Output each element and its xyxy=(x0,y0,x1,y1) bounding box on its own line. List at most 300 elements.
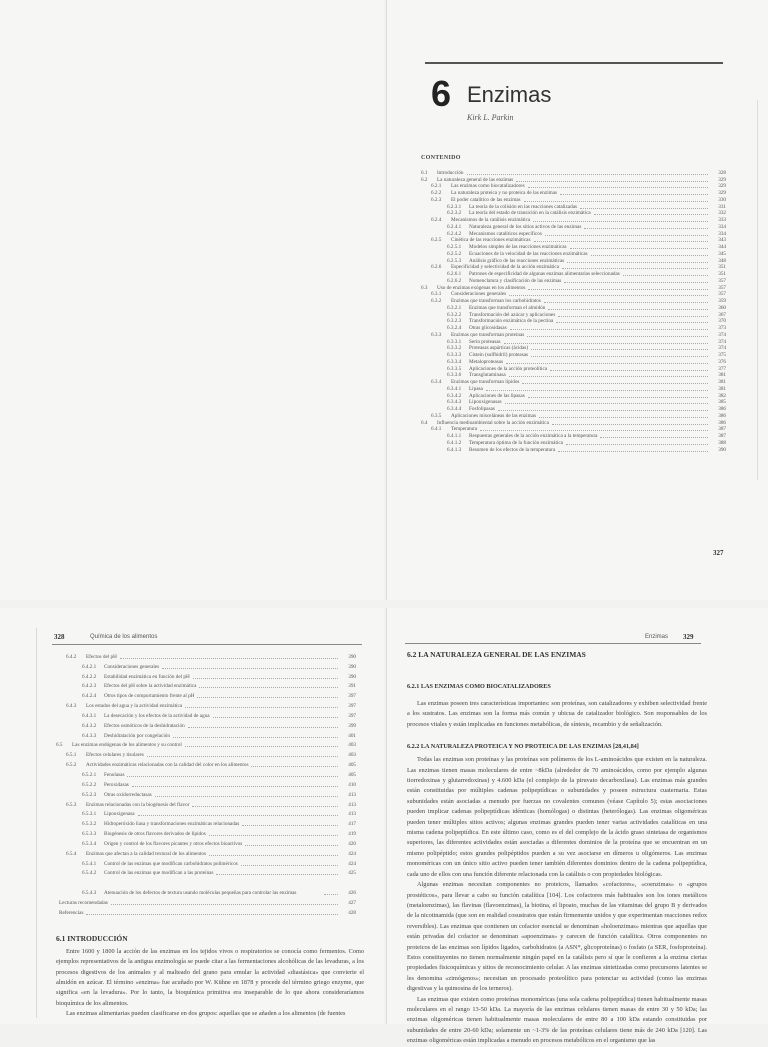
toc-page: 387 xyxy=(718,426,726,433)
toc-leader xyxy=(193,678,338,679)
toc-title: Metaloproteasas xyxy=(469,358,503,365)
toc-leader xyxy=(216,874,338,875)
toc-page: 405 xyxy=(348,762,356,769)
toc-leader xyxy=(548,309,708,310)
toc-entry xyxy=(56,876,356,896)
toc-entry xyxy=(56,758,356,768)
toc-title: Referencias xyxy=(59,909,84,916)
paragraph: Las enzimas alimentarias pueden clasificarse en dos grupos: aquellas que se añaden a los alimentos (de fuentes xyxy=(66,1010,346,1018)
toc-leader xyxy=(192,806,338,807)
toc-title: Enzimas que transforman el almidón xyxy=(469,304,546,311)
toc-leader xyxy=(241,865,338,866)
toc-title: Lipooxigenasas xyxy=(469,399,502,406)
toc-number: 6.3.3.6 xyxy=(447,372,462,379)
toc-number: 6.2.6.2 xyxy=(447,277,462,284)
toc-number: 6.2.5.3 xyxy=(447,257,462,264)
toc-title: Transformación enzimática de la pectina xyxy=(469,318,554,325)
toc-leader xyxy=(505,403,708,404)
header-rule xyxy=(425,62,723,64)
toc-entry xyxy=(421,419,726,426)
toc-number: 6.2.6.1 xyxy=(447,271,462,277)
toc-entry xyxy=(421,405,726,412)
toc-entry xyxy=(421,183,726,190)
toc-number: 6.2.4.1 xyxy=(447,223,462,230)
toc-number: 6.2.3.2 xyxy=(447,210,462,217)
toc-number: 6.5.4.1 xyxy=(82,860,97,867)
toc-page: 390 xyxy=(718,446,726,453)
toc-title: Hidroperóxido liasa y transformaciones enzimáticas relacionadas xyxy=(104,821,240,828)
page-329 xyxy=(386,608,768,1045)
toc-entry xyxy=(56,817,356,827)
paragraph: Entre 1600 y 1800 la acción de las enzimas en los tejidos vivos o respiratorios se conocía como fermentos. Como ejemplos representativos de la antigua enzimología se puede citar a las fermentaciones alcohólicas de las levaduras, a los procesos digestivos de los animales y al malteado del grano para emular la actividad «diastásica» que convierte el almidón en azúcar. El término «enzima» fue acuñado por W. Kühne en 1878 y procede del término griego enzyme, que significa «en la levadura». Por lo tanto, la bioquímica primitiva era inseparable de lo que ahora consideraríamos bioquímica de los alimentos. xyxy=(56,947,364,1007)
toc-leader xyxy=(147,756,338,757)
toc-entry xyxy=(421,291,726,298)
toc-entry xyxy=(421,385,726,392)
toc-title: Biogénesis de otros flavores derivados de lípidos xyxy=(104,831,206,838)
toc-entry xyxy=(421,399,726,406)
toc-number: 6.4.2.1 xyxy=(82,663,97,670)
toc-title: Enzimas que transforman lípidos xyxy=(451,379,520,385)
toc-entry xyxy=(421,426,726,433)
toc-page: 397 xyxy=(348,712,356,719)
toc-entry xyxy=(421,358,726,365)
toc-leader xyxy=(242,825,338,826)
toc-page: 419 xyxy=(348,831,356,838)
subsection-heading: 6.2.1 LAS ENZIMAS COMO BIOCATALIZADORES xyxy=(407,683,551,690)
toc-number: 6.3.4.2 xyxy=(447,392,462,399)
toc-entry xyxy=(421,338,726,345)
toc-leader xyxy=(209,835,338,836)
header-rule xyxy=(405,643,701,644)
toc-number: 6.5.3 xyxy=(66,801,77,808)
toc-entry xyxy=(421,432,726,439)
toc-entry xyxy=(56,906,356,916)
toc-entry xyxy=(56,660,356,670)
toc-entry xyxy=(56,680,356,690)
toc-number: 6.4.1.2 xyxy=(447,439,462,446)
toc-number: 6.2.5 xyxy=(431,237,442,244)
toc-entry xyxy=(421,257,726,264)
toc-page: 387 xyxy=(718,433,726,439)
toc-title: Actividades enzimáticas relacionadas con la calidad del color en los alimentos xyxy=(86,762,249,769)
toc-leader xyxy=(531,356,708,357)
toc-leader xyxy=(132,786,338,787)
toc-page: 381 xyxy=(718,372,726,379)
toc-page: 351 xyxy=(718,264,726,271)
toc-entry xyxy=(421,284,726,291)
toc-title: Uso de enzimas exógenas en los alimentos xyxy=(437,284,526,291)
toc-title: Transformación del azúcar y aplicaciones xyxy=(469,311,556,318)
toc-page: 334 xyxy=(718,223,726,230)
toc-entry xyxy=(421,345,726,352)
toc-page: 426 xyxy=(348,890,356,897)
toc-entry xyxy=(421,372,726,379)
toc-page: 345 xyxy=(718,250,726,257)
toc-leader xyxy=(570,248,708,249)
toc-entry xyxy=(421,243,726,250)
toc-leader xyxy=(504,343,708,344)
toc-number: 6.3.3.5 xyxy=(447,365,462,372)
toc-title: Respuestas generales de la acción enzimática a la temperatura xyxy=(469,433,598,439)
toc-leader xyxy=(251,766,338,767)
toc-title: Control de las enzimas que modifican a las proteínas xyxy=(104,870,214,877)
toc-leader xyxy=(324,894,338,895)
toc-page: 376 xyxy=(718,358,726,365)
toc-title: Lecturas recomendadas xyxy=(59,899,108,906)
toc-page: 373 xyxy=(718,325,726,331)
toc-page: 417 xyxy=(348,821,356,828)
toc-page: 328 xyxy=(718,169,726,176)
toc-entry xyxy=(56,837,356,847)
chapter-number: 6 xyxy=(431,73,452,114)
toc-number: 6.3.2.2 xyxy=(447,311,462,318)
toc-entry xyxy=(56,778,356,788)
toc-leader xyxy=(188,727,338,728)
toc-title: La naturaleza general de las enzimas xyxy=(437,176,514,183)
toc-page: 331 xyxy=(718,203,726,210)
toc-number: 6.2.1 xyxy=(431,183,442,190)
running-title: Enzimas xyxy=(645,634,669,640)
toc-page: 401 xyxy=(348,732,356,739)
toc-number: 6.4.1 xyxy=(431,426,442,433)
toc-title: Aplicaciones de la acción proteolítica xyxy=(469,365,548,372)
toc-leader xyxy=(580,208,708,209)
toc-title: Efectos del pH xyxy=(86,653,117,660)
toc-leader xyxy=(562,268,708,269)
toc-leader xyxy=(480,430,708,431)
toc-title: Aplicaciones misceláneas de las enzimas xyxy=(451,412,536,419)
toc-entry xyxy=(421,439,726,446)
toc-title: Análisis gráfico de las reacciones enzimáticas xyxy=(469,257,565,264)
toc-page: 329 xyxy=(718,190,726,196)
toc-entry xyxy=(421,412,726,419)
toc-number: 6.2.2 xyxy=(431,190,442,196)
toc-page: 359 xyxy=(718,298,726,304)
toc-leader xyxy=(524,201,708,202)
toc-leader xyxy=(560,194,708,195)
toc-leader xyxy=(467,174,708,175)
toc-title: Especificidad y selectividad de la acción enzimática xyxy=(451,264,560,271)
toc-entry xyxy=(56,739,356,749)
toc-title: Origen y control de los flavores picantes y otros efectos bioactivos xyxy=(104,840,243,847)
toc-leader xyxy=(498,410,708,411)
toc-page: 370 xyxy=(718,318,726,325)
toc-page: 381 xyxy=(718,385,726,392)
toc-number: 6.4.1.1 xyxy=(447,433,462,439)
toc-title: Efectos celulares y tisulares xyxy=(86,752,144,759)
toc-number: 6.3.2.4 xyxy=(447,325,462,331)
toc-leader xyxy=(510,329,708,330)
toc-leader xyxy=(173,737,338,738)
toc-page: 390 xyxy=(348,673,356,680)
toc-page: 427 xyxy=(348,899,356,906)
toc-title: Temperatura óptima de la función enzimática xyxy=(469,439,563,446)
toc-title: La naturaleza proteica y no proteica de las enzimas xyxy=(451,190,558,196)
toc-number: 6.3.2.1 xyxy=(447,304,462,311)
toc-page: 405 xyxy=(348,771,356,778)
toc-entry xyxy=(421,189,726,196)
toc-page: 382 xyxy=(718,392,726,399)
toc-number: 6.5.3.4 xyxy=(82,840,97,847)
toc-page: 357 xyxy=(718,291,726,298)
toc-entry xyxy=(56,827,356,837)
toc-title: Temperatura xyxy=(451,426,478,433)
toc-title: Efectos del pH sobre la actividad enzimática xyxy=(104,683,197,690)
toc-page: 329 xyxy=(718,176,726,183)
toc-leader xyxy=(527,336,708,337)
toc-leader xyxy=(127,776,338,777)
toc-page: 375 xyxy=(718,352,726,358)
toc-entry xyxy=(421,223,726,230)
toc-number: 6.5.4 xyxy=(66,850,77,857)
toc-leader xyxy=(213,717,338,718)
toc-page: 360 xyxy=(718,304,726,311)
page-number: 328 xyxy=(54,633,65,641)
toc-page: 413 xyxy=(348,811,356,818)
toc-number: 6.2 xyxy=(421,176,428,183)
toc-entry xyxy=(56,729,356,739)
toc-page: 344 xyxy=(718,244,726,250)
toc-title: Efectos osmóticos de la deshidratación xyxy=(104,722,185,729)
toc-page: 410 xyxy=(348,781,356,788)
toc-leader xyxy=(528,397,708,398)
toc-entry xyxy=(421,392,726,399)
toc-leader xyxy=(199,687,338,688)
toc-number: 6.3.4.4 xyxy=(447,406,462,412)
toc-entry xyxy=(421,304,726,311)
toc-entry xyxy=(421,216,726,223)
toc-entry xyxy=(421,176,726,183)
toc-number: 6.4.1.3 xyxy=(447,446,462,453)
toc-entry xyxy=(421,311,726,318)
toc-title: Los estados del agua y la actividad enzimática xyxy=(86,703,183,710)
toc-entry xyxy=(56,788,356,798)
toc-page: 374 xyxy=(718,345,726,352)
toc-number: 6.2.3.1 xyxy=(447,203,462,210)
paragraph: Todas las enzimas son proteínas y las proteínas son polímeros de los L-aminoácidos que existen en la naturaleza. Las enzimas tienen masas moleculares de entre ~8kDa (alrededor de 70 aminoácidos, como por ejemplo algunas tiorredoxinas y glutarredoxinas) y 4.600 kDa (el complejo de la piruvato decarboxilasa). Las enzimas más grandes están constituidas por múltiples cadenas polipeptídicas o subunidades y poseen estructura cuaternaria. Estas subunidades están asociadas a menudo por fuerzas no covalentes comunes (véase Capítulo 5); estas asociaciones pueden implicar cadenas polipeptídicas idénticas (homólogas) o distintas (heterólogas). Las enzimas oligoméricas pueden tener múltiples sitios activos; algunas enzimas grandes pueden tener varias actividades catalíticas en una misma cadena polipeptídica. En este último caso, como es el del complejo de la ácido graso sintetasa de organismos superiores, las diferentes actividades están asociadas a diferentes dominios de la proteína que se encuentran en un mismo polipéptido; estos grandes polipéptidos pueden a su vez asociarse en dímeros u oligómeros. Las enzimas monoméricas con un único sitio activo pueden tener también diferentes dominios dentro de la cadena polipeptídica, cada uno de ellos con una función diferente relacionada con la catálisis o con propiedades biológicas. xyxy=(407,756,707,878)
page-327 xyxy=(386,0,768,600)
toc-leader xyxy=(197,697,338,698)
toc-title: Naturaleza general de los sitios activos de las enzimas xyxy=(469,223,582,230)
section-heading: 6.1 INTRODUCCIÓN xyxy=(56,933,128,943)
toc-entry xyxy=(421,210,726,217)
toc-leader xyxy=(162,668,338,669)
toc-title: La teoría de la colisión en las reacciones catalizadas xyxy=(469,203,578,210)
toc-leader xyxy=(209,855,338,856)
toc-leader xyxy=(245,845,338,846)
toc-entry xyxy=(421,446,726,453)
page-number: 327 xyxy=(713,549,724,557)
toc-title: Influencia medioambiental sobre la acción enzimática xyxy=(437,419,549,426)
toc-entry xyxy=(421,297,726,304)
toc-title: Transglutaminasa xyxy=(469,372,506,379)
toc-number: 6.2.5.2 xyxy=(447,250,462,257)
toc-number: 6.3.4.3 xyxy=(447,399,462,406)
toc-title: Las enzimas como biocatalizadores xyxy=(451,183,525,190)
toc-leader xyxy=(539,417,708,418)
toc-title: Enzimas relacionadas con la biogénesis del flavor xyxy=(86,801,190,808)
toc-entry xyxy=(56,709,356,719)
toc-leader xyxy=(564,282,708,283)
scan-edge xyxy=(36,628,37,1018)
toc-number: 6.2.6 xyxy=(431,264,442,271)
toc-title: Consideraciones generales xyxy=(104,663,160,670)
toc-title: Lipasa xyxy=(469,385,483,392)
toc-page: 357 xyxy=(718,284,726,291)
toc-leader xyxy=(528,289,708,290)
table-of-contents xyxy=(421,169,726,453)
toc-leader xyxy=(185,746,338,747)
toc-number: 6.3.1 xyxy=(431,291,442,298)
toc-entry xyxy=(421,365,726,372)
toc-title: La teoría del estado de transición en la catálisis enzimática xyxy=(469,210,591,217)
toc-leader xyxy=(138,815,338,816)
header-rule xyxy=(52,644,362,645)
toc-leader xyxy=(594,214,708,215)
toc-leader xyxy=(566,444,708,445)
toc-leader xyxy=(623,275,708,276)
toc-title: Aplicaciones de las lipasas xyxy=(469,392,525,399)
toc-number: 6.2.3 xyxy=(431,196,442,203)
page-328 xyxy=(0,608,384,1024)
toc-number: 6.2.4.2 xyxy=(447,230,462,237)
toc-entry xyxy=(421,378,726,385)
toc-number: 6.4.2.4 xyxy=(82,693,97,700)
toc-entry xyxy=(421,324,726,331)
toc-title: Cinética de las reacciones enzimáticas xyxy=(451,237,531,244)
toc-entry xyxy=(421,203,726,210)
toc-title: Peroxidasas xyxy=(104,781,129,788)
toc-page: 386 xyxy=(718,406,726,412)
toc-leader xyxy=(528,187,708,188)
toc-leader xyxy=(509,376,708,377)
toc-page: 413 xyxy=(348,801,356,808)
toc-entry xyxy=(56,689,356,699)
toc-entry xyxy=(421,331,726,338)
toc-leader xyxy=(522,383,708,384)
toc-page: 357 xyxy=(718,277,726,284)
toc-title: Las enzimas endógenas de los alimentos y su control xyxy=(72,742,182,749)
running-title: Química de los alimentos xyxy=(90,634,158,640)
toc-number: 6.5.3.2 xyxy=(82,821,97,828)
toc-title: Mecanismos de la catálisis enzimática xyxy=(451,217,531,223)
toc-page: 386 xyxy=(718,412,726,419)
toc-entry xyxy=(56,719,356,729)
toc-page: 374 xyxy=(718,338,726,345)
toc-entry xyxy=(56,798,356,808)
paragraph: Algunas enzimas necesitan componentes no proteicos, llamados «cofactores», «coenzimas» o «grupos prostéticos», para llevar a cabo su función catalítica [104]. Los cofactores más habituales son los iones metálicos (metaloenzimas), las flavinas (flavoenzimas), la biotina, el lipoato, muchas de las vitaminas del grupo B y derivados de la nicotinamida (que son en realidad cosustratos que están firmemente unidos y que experimentan reacciones redox reversibles). Las enzimas que contienen un cofactor esencial se denominan «holoenzimas» mientras que aquellas que están privadas del cofactor se denominan «apoenzimas» y carecen de función catalítica. Otros componentes no proteicos de las enzimas son lípidos ligados, carbohidratos (a ASN*, glicoproteínas) o fosfato (a SER, fosfoproteína). Estos constituyentes no tienen normalmente ningún papel en la catálisis pero sí que le confieren a la enzima ciertas propiedades fisicoquímicas y sitios de reconocimiento celular. A las enzimas sintetizadas como precursores latentes se les denomina «zimógenos»; necesitan un procesado proteolítico para potenciar su actividad (como las enzimas digestivas y la quimosina de los terneros). xyxy=(407,881,707,993)
toc-entry xyxy=(421,169,726,176)
toc-page: 348 xyxy=(718,257,726,264)
toc-leader xyxy=(86,914,338,915)
toc-number: 6.4.3.1 xyxy=(82,712,97,719)
toc-leader xyxy=(486,390,708,391)
toc-page: 424 xyxy=(348,860,356,867)
toc-leader xyxy=(591,255,708,256)
toc-number: 6.3.3.1 xyxy=(447,338,462,345)
toc-title: La desecación y los efectos de la actividad de agua xyxy=(104,712,210,719)
toc-leader xyxy=(550,370,708,371)
toc-title: Atenuación de los defectos de textura usando moléculas pequeñas para controlar las enzimas xyxy=(104,890,297,897)
toc-title: Otros tipos de comportamiento frente al pH xyxy=(104,693,195,700)
table-of-contents xyxy=(56,650,356,916)
toc-page: 425 xyxy=(348,870,356,877)
toc-entry xyxy=(56,670,356,680)
toc-number: 6.3.4 xyxy=(431,379,442,385)
toc-number: 6.3.2.3 xyxy=(447,318,462,325)
toc-entry xyxy=(56,847,356,857)
scan-edge xyxy=(757,100,758,480)
toc-number: 6.3.3.3 xyxy=(447,352,462,358)
toc-title: Control de las enzimas que modifican carbohidratos poliméricos xyxy=(104,860,238,867)
toc-entry xyxy=(421,277,726,284)
toc-leader xyxy=(558,451,708,452)
toc-leader xyxy=(509,295,708,296)
toc-number: 6.3.4.1 xyxy=(447,385,462,392)
toc-number: 6.4.3.3 xyxy=(82,732,97,739)
toc-page: 381 xyxy=(718,379,726,385)
toc-number: 6.4.2.3 xyxy=(82,683,97,690)
toc-page: 388 xyxy=(718,439,726,446)
toc-leader xyxy=(545,235,708,236)
subsection-heading: 6.2.2 LA NATURALEZA PROTEICA Y NO PROTEICA DE LAS ENZIMAS [28,41,84] xyxy=(407,743,639,751)
toc-number: 6.5 xyxy=(56,742,63,749)
toc-page: 403 xyxy=(348,742,356,749)
toc-leader xyxy=(516,181,708,182)
toc-number: 6.4 xyxy=(421,419,428,426)
toc-entry xyxy=(56,867,356,877)
page-number: 329 xyxy=(683,633,694,641)
toc-title: Otras glicosidasas xyxy=(469,325,507,331)
toc-entry xyxy=(421,264,726,271)
toc-leader xyxy=(558,316,708,317)
toc-number: 6.5.1 xyxy=(66,752,77,759)
toc-page: 334 xyxy=(718,230,726,237)
toc-leader xyxy=(534,241,708,242)
toc-leader xyxy=(111,904,338,905)
toc-page: 377 xyxy=(718,365,726,372)
toc-number: 6.3.3.4 xyxy=(447,358,462,365)
toc-leader xyxy=(567,262,708,263)
toc-number: 6.4.3 xyxy=(66,703,77,710)
toc-title: Resumen de los efectos de la temperatura xyxy=(469,446,556,453)
toc-number: 6.5.2.2 xyxy=(82,781,97,788)
toc-page: 329 xyxy=(718,183,726,190)
contents-heading: CONTENIDO xyxy=(421,155,461,161)
toc-entry xyxy=(421,351,726,358)
toc-page: 385 xyxy=(718,399,726,406)
toc-title: Serin proteasas xyxy=(469,338,501,345)
chapter-author: Kirk L. Parkin xyxy=(467,113,514,122)
toc-number: 6.3.2 xyxy=(431,298,442,304)
toc-page: 413 xyxy=(348,791,356,798)
toc-entry xyxy=(421,318,726,325)
toc-title: Patrones de especificidad de algunas enzimas alimentarias seleccionadas xyxy=(469,271,620,277)
toc-page: 390 xyxy=(348,653,356,660)
toc-page: 390 xyxy=(348,663,356,670)
toc-entry xyxy=(421,250,726,257)
toc-number: 6.5.4.2 xyxy=(82,870,97,877)
toc-number: 6.5.4.3 xyxy=(82,890,97,897)
toc-title: Proteasas aspárticas (ácidas) xyxy=(469,345,529,352)
toc-number: 6.5.2.3 xyxy=(82,791,97,798)
toc-page: 343 xyxy=(718,237,726,244)
toc-entry xyxy=(56,857,356,867)
toc-title: Introducción xyxy=(437,169,464,176)
toc-entry xyxy=(56,768,356,778)
toc-leader xyxy=(600,437,708,438)
toc-leader xyxy=(155,796,338,797)
